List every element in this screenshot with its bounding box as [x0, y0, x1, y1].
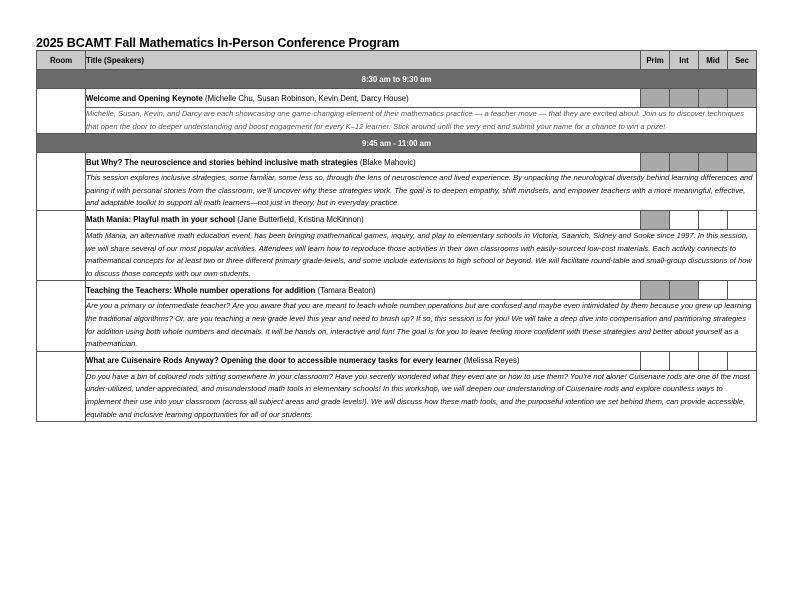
grade-int: [670, 210, 699, 229]
header-title: Title (Speakers): [86, 51, 641, 70]
session-title: Math Mania: Playful math in your school: [86, 215, 236, 225]
session-row: [37, 281, 757, 300]
grade-prim: [641, 351, 670, 370]
grade-mid: [699, 210, 728, 229]
session-title-cell: [86, 281, 641, 300]
session-row: [37, 351, 757, 370]
grade-sec: [728, 210, 757, 229]
session-description: Are you a primary or intermediate teacher? Are you aware that you are meant to teach whole number operations but are confused and maybe even intimidated by them because you grew up learning the traditional algorithms? Or, are you teaching a new grade level this year and need to brush up? If so, this session is for you! We will take a deep dive into compensation and partitioning strategies for addition using both whole numbers and decimals. It will be hands on, interactive and fun! The goal is for you to leave feeling more confident with these strategies and better about yourself as a mathematician.: [86, 300, 757, 351]
session-title: Welcome and Opening Keynote: [86, 93, 203, 103]
room-cell: [37, 89, 86, 134]
grade-prim: [641, 210, 670, 229]
session-description: Math Mania, an alternative math education event, has been bringing mathematical games, inquiry, and play to elementary schools in Victoria, Saanich, Sidney and Sooke since 1997. In this session, we will share several of our most popular activities. Attendees will learn how to reproduce those activities in their own classrooms with easily-sourced low-cost materials. Each activity connects to mathematical concepts for at least two or three different primary grade-levels, and some include extensions to high school or beyond. We will facilitate round-table and small-group discussions of how to discuss those concepts with our own students.: [86, 229, 757, 280]
session-title-cell: [86, 351, 641, 370]
header-row: [37, 51, 757, 70]
grade-mid: [699, 153, 728, 172]
session-row: [37, 153, 757, 172]
grade-prim: [641, 153, 670, 172]
grade-sec: [728, 153, 757, 172]
header-room: Room: [37, 51, 86, 70]
time-slot-row: [37, 70, 757, 89]
grade-mid: [699, 351, 728, 370]
header-sec: Sec: [728, 51, 757, 70]
time-slot: 8:30 am to 9:30 am: [37, 70, 757, 89]
session-title-cell: [86, 89, 641, 108]
header-prim: Prim: [641, 51, 670, 70]
session-title: But Why? The neuroscience and stories behind inclusive math strategies: [86, 157, 358, 167]
grade-int: [670, 153, 699, 172]
grade-int: [670, 281, 699, 300]
room-cell: [37, 153, 86, 211]
time-slot: 9:45 am - 11:00 am: [37, 134, 757, 153]
session-title-cell: [86, 210, 641, 229]
grade-int: [670, 351, 699, 370]
session-speakers: (Blake Mahovic): [357, 157, 416, 167]
time-slot-row: [37, 134, 757, 153]
session-description: This session explores inclusive strategies, some familiar, some less so, through the lens of neuroscience and lived experience. By unpacking the neurological diversity behind learning differences and pairing it with personal stories from the classroom, we'll uncover why these strategies work. The goal is to deepen empathy, shift mindsets, and empower teachers with a more meaningful, effective, and adaptable toolkit to support all math learners—not just in theory, but in everyday practice.: [86, 172, 757, 211]
room-cell: [37, 351, 86, 421]
session-title: Teaching the Teachers: Whole number operations for addition: [86, 285, 316, 295]
session-speakers: (Tamara Beaton): [315, 285, 376, 295]
header-int: Int: [670, 51, 699, 70]
grade-sec: [728, 281, 757, 300]
session-description-row: [37, 370, 757, 421]
session-description: Michelle, Susan, Kevin, and Darcy are each showcasing one game-changing element of their mathematics practice — a teacher move — that they are excited about. Join us to discover techniques that open the door to deeper understanding and boost engagement for every K–12 learner. Stick around until the very end and submit your name for a chance to win a prize!: [86, 108, 757, 134]
grade-sec: [728, 351, 757, 370]
room-cell: [37, 281, 86, 351]
grade-mid: [699, 89, 728, 108]
grade-int: [670, 89, 699, 108]
grade-sec: [728, 89, 757, 108]
room-cell: [37, 210, 86, 280]
grade-mid: [699, 281, 728, 300]
session-row: [37, 210, 757, 229]
header-mid: Mid: [699, 51, 728, 70]
session-description-row: [37, 229, 757, 280]
session-description: Do you have a bin of coloured rods sitting somewhere in your classroom? Have you secretly wondered what they even are or how to use them? You're not alone! Cuisenaire rods are one of the most under-utilized, under-appreciated, and misunderstood math tools in elementary schools! In this workshop, we will deepen our understanding of Cuisenaire rods and explore countless ways to implement their use into your classroom (across all subject areas and grade levels!). We will discuss how these math tools, and the purposeful intention we set behind them, can provide accessible, equitable and inclusive learning opportunities for all of our students.: [86, 370, 757, 421]
session-description-row: [37, 172, 757, 211]
session-title-cell: [86, 153, 641, 172]
program-table: [36, 50, 757, 422]
session-speakers: (Melissa Reyes): [461, 356, 520, 366]
grade-prim: [641, 89, 670, 108]
session-title: What are Cuisenaire Rods Anyway? Opening the door to accessible numeracy tasks for every learner: [86, 356, 462, 366]
session-description-row: [37, 108, 757, 134]
session-description-row: [37, 300, 757, 351]
session-row: [37, 89, 757, 108]
session-speakers: (Michelle Chu, Susan Robinson, Kevin Dent, Darcy House): [202, 93, 409, 103]
grade-prim: [641, 281, 670, 300]
session-speakers: (Jane Butterfield, Kristina McKinnon): [235, 215, 364, 225]
page-title: 2025 BCAMT Fall Mathematics In-Person Conference Program: [36, 36, 400, 50]
